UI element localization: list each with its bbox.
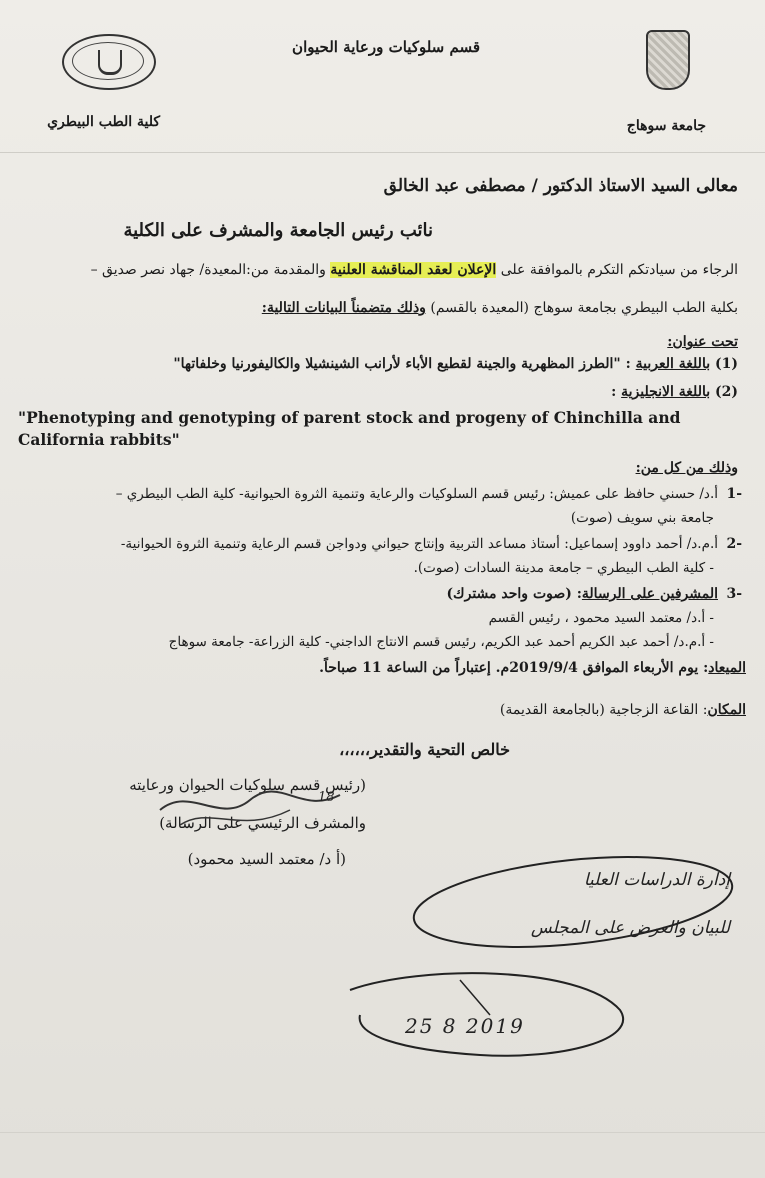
bottom-edge	[0, 1132, 765, 1133]
english-title-2: California rabbits"	[18, 430, 180, 449]
place-label: المكان	[707, 702, 746, 718]
committee-intro: وذلك من كل من:	[635, 460, 738, 476]
handwritten-note-1: إدارة الدراسات العليا	[583, 870, 730, 890]
date-label: الميعاد	[708, 660, 746, 676]
member-1-number: -1	[726, 486, 742, 502]
member-1-line-1: أ.د/ حسني حافظ على عميش: رئيس قسم السلوكيات والرعاية وتنمية الثروة الحيوانية- كلية الطب البيطري –	[115, 486, 718, 502]
member-3-number: -3	[726, 586, 742, 602]
english-title-colon: :	[611, 384, 622, 400]
faculty-logo	[62, 34, 156, 90]
english-title-1: "Phenotyping and genotyping of parent stock and progeny of Chinchilla and	[18, 408, 681, 427]
handwritten-number: 18	[318, 790, 335, 805]
signature-title-2: والمشرف الرئيسي على الرسالة)	[159, 814, 366, 832]
member-2-number: -2	[726, 536, 742, 552]
department-name: قسم سلوكيات ورعاية الحيوان	[292, 38, 480, 56]
handwritten-date: 25 8 2019	[405, 1014, 525, 1038]
request-paragraph-2	[220, 300, 738, 316]
arabic-title-line	[110, 356, 738, 372]
english-title-label: باللغة الانجليزية	[621, 384, 711, 400]
highlighted-phrase: الإعلان لعقد المناقشة العلنية	[330, 262, 497, 278]
place-line	[440, 702, 746, 718]
supervisors-line	[420, 586, 718, 602]
arabic-title-number: (1)	[710, 356, 738, 372]
supervisors-vote: : (صوت واحد مشترك)	[446, 586, 582, 602]
supervisors-label: المشرفين على الرسالة	[581, 586, 718, 602]
place-value: : القاعة الزجاجية (بالجامعة القديمة)	[499, 702, 708, 718]
member-1-line-2: جامعة بني سويف (صوت)	[570, 510, 714, 526]
header-divider	[0, 152, 765, 153]
member-2-line-2: - كلية الطب البيطري – جامعة مدينة السادات (صوت).	[413, 560, 714, 576]
closing-regards: خالص التحية والتقدير،،،،،،	[339, 740, 510, 759]
note-oval	[405, 852, 745, 962]
request-text-a: الرجاء من سيادتكم التكرم بالموافقة على	[496, 262, 738, 278]
member-2-line-1: أ.م.د/ أحمد داوود إسماعيل: أستاذ مساعد التربية وإنتاج حيواني ودواجن قسم الرعاية وتنمية الثروة الحيوانية-	[120, 536, 718, 552]
handwritten-signature	[150, 780, 350, 840]
date-line	[270, 660, 746, 676]
english-title-line	[590, 384, 738, 400]
request-text-b: والمقدمة من:المعيدة/ جهاد نصر صديق –	[90, 262, 331, 278]
arabic-title: : "الطرز المظهرية والجينة لقطيع الأباء لأرانب الشينشيلا والكاليفورنيا وخلفاتها"	[173, 356, 636, 372]
title-label: تحت عنوان:	[667, 334, 738, 350]
data-intro: وذلك متضمناً البيانات التالية:	[261, 300, 426, 316]
addressee-title: نائب رئيس الجامعة والمشرف على الكلية	[123, 220, 433, 241]
university-name: جامعة سوهاج	[626, 118, 706, 134]
addressee-line: معالى السيد الاستاذ الدكتور / مصطفى عبد الخالق	[383, 176, 738, 196]
request-paragraph	[20, 262, 738, 278]
university-crest	[646, 30, 690, 90]
english-title-number: (2)	[710, 384, 738, 400]
supervisor-2: - أ.م.د/ أحمد عبد الكريم أحمد عبد الكريم، رئيس قسم الانتاج الداجني- كلية الزراعة- جامعة سوهاج	[168, 634, 714, 650]
faculty-name: كلية الطب البيطري	[47, 114, 160, 130]
date-value: : يوم الأربعاء الموافق 2019/9/4م. إعتباراً من الساعة 11 صباحاً.	[319, 660, 709, 676]
arabic-title-label: باللغة العربية	[635, 356, 711, 372]
request-text-c: بكلية الطب البيطري بجامعة سوهاج (المعيدة بالقسم)	[425, 300, 738, 316]
handwritten-note-2: للبيان والعرض على المجلس	[530, 918, 730, 938]
supervisor-1: - أ.د/ معتمد السيد محمود ، رئيس القسم	[488, 610, 714, 626]
signature-name: (أ د/ معتمد السيد محمود)	[187, 850, 346, 868]
signature-title-1: (رئيس قسم سلوكيات الحيوان ورعايته	[129, 776, 366, 794]
